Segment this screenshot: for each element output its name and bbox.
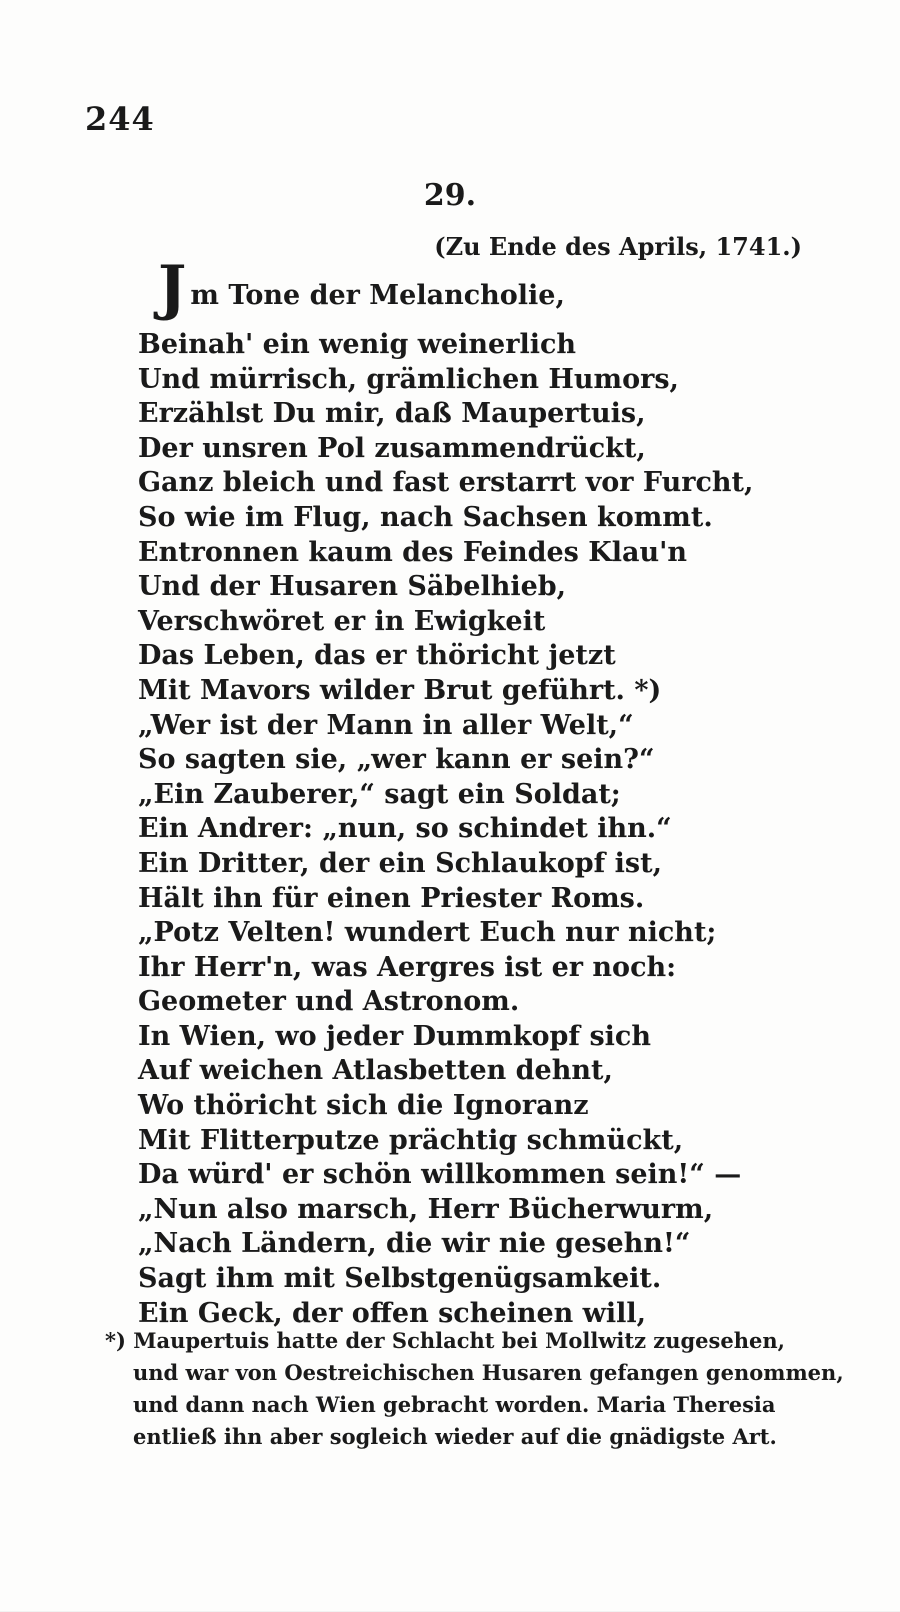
- poem-line: „Nun also marsch, Herr Bücherwurm,: [138, 1193, 714, 1225]
- footnote-line: *) Maupertuis hatte der Schlacht bei Mollwitz zugesehen,: [105, 1328, 785, 1353]
- poem-line: Und der Husaren Säbelhieb,: [138, 571, 567, 603]
- poem-line: Verschwöret er in Ewigkeit: [138, 605, 546, 637]
- poem-line: So wie im Flug, nach Sachsen kommt.: [138, 501, 713, 533]
- footnote-line: entließ ihn aber sogleich wieder auf die gnädigste Art.: [133, 1424, 777, 1449]
- poem-line: „Ein Zauberer,“ sagt ein Soldat;: [138, 778, 621, 810]
- poem-body: [138, 253, 798, 1331]
- poem-line: Beinah' ein wenig weinerlich: [138, 329, 577, 360]
- poem-line: Mit Flitterputze prächtig schmückt,: [138, 1124, 684, 1156]
- poem-line: Hält ihn für einen Priester Roms.: [138, 882, 645, 914]
- poem-line: Geometer und Astronom.: [138, 986, 520, 1018]
- poem-line: Entronnen kaum des Feindes Klau'n: [138, 536, 688, 568]
- poem-line: So sagten sie, „wer kann er sein?“: [138, 744, 655, 776]
- poem-line: [138, 253, 798, 328]
- poem-line: Wo thöricht sich die Ignoranz: [138, 1090, 589, 1122]
- poem-line: „Potz Velten! wundert Euch nur nicht;: [138, 917, 717, 949]
- footnote-line: und war von Oestreichischen Husaren gefangen genommen,: [133, 1360, 844, 1385]
- poem-line: Der unsren Pol zusammendrückt,: [138, 432, 646, 464]
- drop-cap: J: [158, 253, 187, 323]
- poem-line: Mit Mavors wilder Brut geführt. *): [138, 674, 662, 706]
- poem-number: 29.: [423, 178, 477, 213]
- footnote: [105, 1325, 844, 1453]
- poem-line: Sagt ihm mit Selbstgenügsamkeit.: [138, 1263, 662, 1295]
- poem-line: Auf weichen Atlasbetten dehnt,: [138, 1055, 613, 1087]
- poem-line: Da würd' er schön willkommen sein!“ —: [138, 1159, 742, 1191]
- poem-line: „Nach Ländern, die wir nie gesehn!“: [138, 1228, 691, 1260]
- page-number: 244: [85, 100, 155, 138]
- poem-line: Ein Dritter, der ein Schlaukopf ist,: [138, 847, 662, 879]
- poem-line: Das Leben, das er thöricht jetzt: [138, 640, 616, 672]
- poem-line-text: m Tone der Melancholie,: [190, 280, 565, 311]
- poem-line: Erzählst Du mir, daß Maupertuis,: [138, 398, 646, 430]
- date-line: (Zu Ende des Aprils, 1741.): [434, 232, 802, 261]
- poem-line: Ein Andrer: „nun, so schindet ihn.“: [138, 813, 672, 845]
- poem-line: Ein Geck, der offen scheinen will,: [138, 1297, 647, 1329]
- poem-line: Ganz bleich und fast erstarrt vor Furcht,: [138, 467, 754, 499]
- poem-line: Ihr Herr'n, was Aergres ist er noch:: [138, 951, 677, 983]
- poem-line: Und mürrisch, grämlichen Humors,: [138, 363, 679, 395]
- footnote-line: und dann nach Wien gebracht worden. Maria Theresia: [133, 1392, 776, 1417]
- poem-line: In Wien, wo jeder Dummkopf sich: [138, 1020, 651, 1052]
- poem-line: „Wer ist der Mann in aller Welt,“: [138, 709, 634, 741]
